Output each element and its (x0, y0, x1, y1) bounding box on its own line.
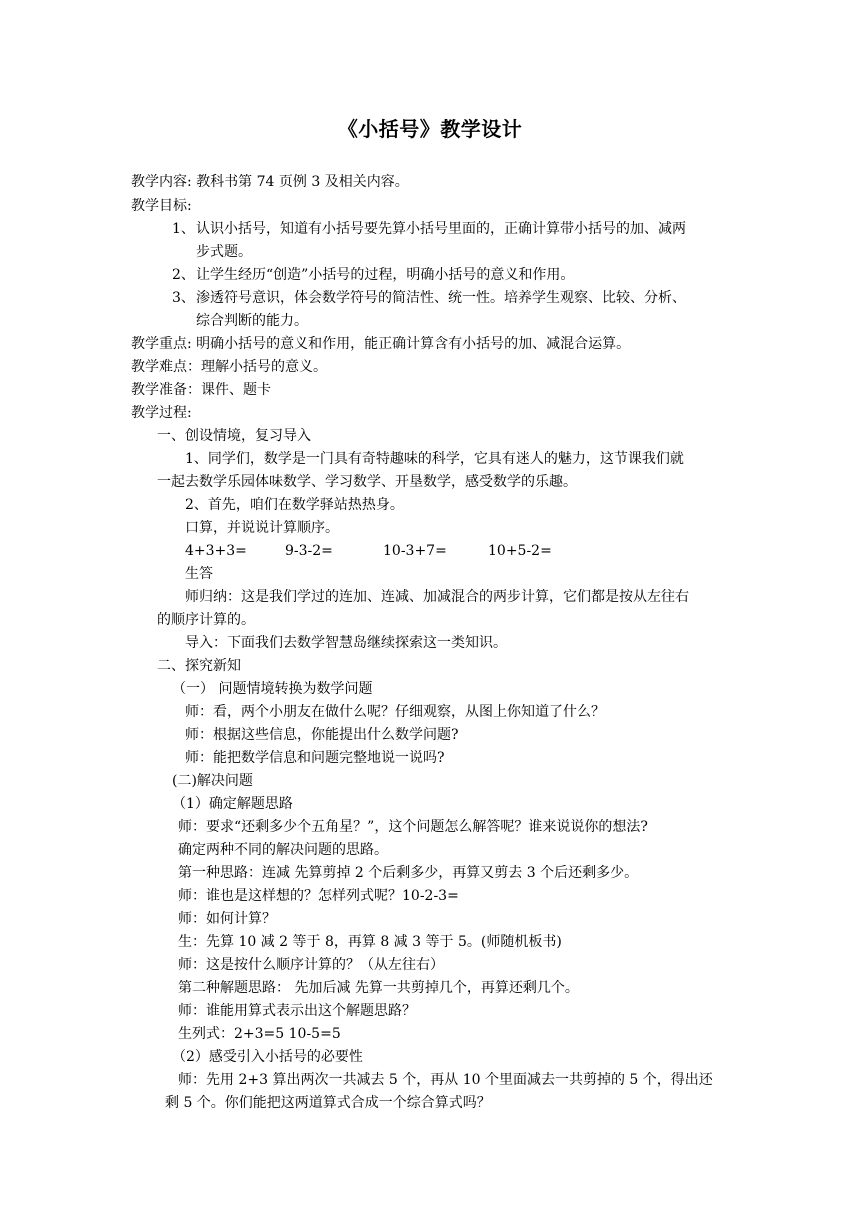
teacher-line-3: 师：能把数学信息和问题完整地说一说吗? (185, 750, 445, 766)
two-approaches: 确定两种不同的解决问题的思路。 (178, 842, 388, 858)
approach-2: 第二种解题思路： 先加后减 先算一共剪掉几个，再算还剩几个。 (178, 980, 579, 996)
goal-1-text: 认识小括号，知道有小括号要先算小括号里面的，正确计算带小括号的加、减两 (196, 221, 686, 237)
teacher-line-1: 师：看，两个小朋友在做什么呢？仔细观察，从图上你知道了什么？ (185, 704, 605, 720)
goal-1-text-continued: 步式题。 (196, 244, 252, 260)
preparation: 教学准备：课件、题卡 (131, 382, 271, 398)
teacher-summary: 师归纳：这是我们学过的连加、连减、加减混合的两步计算，它们都是按从左往右 (185, 589, 689, 605)
goals-label: 教学目标: (131, 198, 192, 214)
step-1-heading: （1）确定解题思路 (172, 796, 293, 812)
goal-3-number: 3、 (172, 290, 195, 306)
goal-1-number: 1、 (172, 221, 195, 237)
student-calc: 生：先算 10 减 2 等于 8，再算 8 减 3 等于 5。(师随机板书) (178, 934, 562, 950)
section-1-oral-calc-prompt: 口算，并说说计算顺序。 (185, 520, 339, 536)
process-label: 教学过程: (131, 405, 192, 421)
teaching-content: 教学内容: 教科书第 74 页例 3 及相关内容。 (131, 174, 409, 190)
calc-expression-4: 10+5-2= (488, 543, 552, 559)
section-1-paragraph-1-continued: 一起去数学乐园体味数学、学习数学、开垦数学，感受数学的乐趣。 (157, 474, 577, 490)
goal-2-number: 2、 (172, 267, 195, 283)
subsection-2-heading: (二)解决问题 (172, 773, 253, 789)
teacher-summary-continued: 的顺序计算的。 (157, 612, 255, 628)
section-1-paragraph-1: 1、同学们，数学是一门具有奇特趣味的科学，它具有迷人的魅力，这节课我们就 (185, 451, 684, 467)
lead-in: 导入：下面我们去数学智慧岛继续探索这一类知识。 (185, 635, 507, 651)
section-1-heading: 一、创设情境，复习导入 (157, 428, 311, 444)
subsection-1-heading: （一） 问题情境转换为数学问题 (172, 681, 373, 697)
approach-1: 第一种思路：连减 先算剪掉 2 个后剩多少，再算又剪去 3 个后还剩多少。 (178, 865, 639, 881)
difficulty: 教学难点：理解小括号的意义。 (131, 359, 327, 375)
calc-expression-3: 10-3+7= (383, 543, 447, 559)
teacher-expression-prompt: 师：谁能用算式表示出这个解题思路？ (178, 1003, 416, 1019)
calc-expression-1: 4+3+3= (185, 543, 247, 559)
key-point: 教学重点: 明确小括号的意义和作用，能正确计算含有小括号的加、减混合运算。 (131, 336, 631, 352)
goal-3-text: 渗透符号意识，体会数学符号的简洁性、统一性。培养学生观察、比较、分析、 (196, 290, 686, 306)
section-1-paragraph-2: 2、首先，咱们在数学驿站热热身。 (185, 497, 404, 513)
teacher-order: 师：这是按什么顺序计算的？（从左往右） (178, 957, 444, 973)
calc-expression-2: 9-3-2= (285, 543, 333, 559)
goal-2-text: 让学生经历“创造”小括号的过程，明确小括号的意义和作用。 (196, 267, 575, 283)
step-2-heading: （2）感受引入小括号的必要性 (172, 1049, 363, 1065)
document-title: 《小括号》教学设计 (337, 117, 523, 141)
student-formula: 生列式：2+3=5 10-5=5 (178, 1026, 341, 1042)
teacher-combine-continued: 剩 5 个。你们能把这两道算式合成一个综合算式吗？ (165, 1095, 491, 1111)
teacher-combine: 师：先用 2+3 算出两次一共减去 5 个，再从 10 个里面减去一共剪掉的 5 个，得出还 (178, 1072, 713, 1088)
section-2-heading: 二、探究新知 (157, 658, 241, 674)
teacher-how-calc: 师：如何计算？ (178, 911, 276, 927)
student-answer: 生答 (185, 566, 213, 582)
teacher-question: 师：要求“还剩多少个五角星？”，这个问题怎么解答呢？谁来说说你的想法? (178, 819, 648, 835)
teacher-formula: 师：谁也是这样想的？怎样列式呢？10-2-3= (178, 888, 459, 904)
goal-3-text-continued: 综合判断的能力。 (196, 313, 308, 329)
teacher-line-2: 师：根据这些信息，你能提出什么数学问题? (185, 727, 459, 743)
